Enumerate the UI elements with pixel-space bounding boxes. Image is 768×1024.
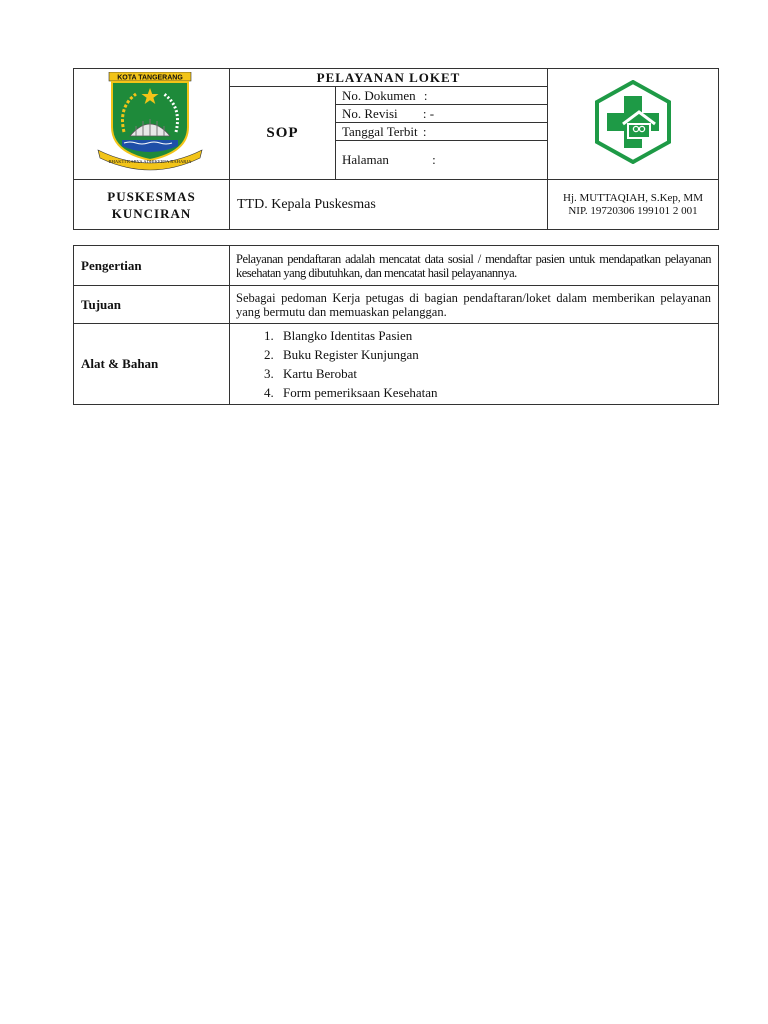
- field-no-dokumen: [336, 87, 548, 105]
- puskesmas-logo-cell: [548, 69, 719, 180]
- field-value: :: [423, 87, 428, 103]
- document-title: PELAYANAN LOKET: [230, 69, 548, 87]
- row-key-alat-bahan: Alat & Bahan: [74, 324, 230, 405]
- field-no-revisi: [336, 105, 548, 123]
- table-row: [74, 324, 719, 405]
- field-tanggal-terbit: [336, 123, 548, 141]
- signer-block: [548, 180, 719, 230]
- list-item: 3. Kartu Berobat: [277, 364, 711, 383]
- puskesmas-name: [74, 180, 230, 230]
- row-text-pengertian: Pelayanan pendaftaran adalah mencatat data sosial / mendaftar pasien untuk mendapatkan pelayanan kesehatan yang dibutuhkan, dan mencatat hasil pelayanannya.: [230, 246, 719, 286]
- list-item: 2. Buku Register Kunjungan: [277, 345, 711, 364]
- city-logo-cell: [74, 69, 230, 180]
- row-key-tujuan: Tujuan: [74, 286, 230, 324]
- field-halaman: [336, 141, 548, 180]
- city-motto: BHAKTI KARYA ADHIKERTA RAHARJA: [108, 158, 191, 164]
- puskesmas-logo: [593, 80, 673, 164]
- list-item: 4. Form pemeriksaan Kesehatan: [277, 383, 711, 402]
- field-value: :: [432, 152, 436, 167]
- sop-content-table: [73, 245, 719, 405]
- sop-label: SOP: [230, 87, 336, 180]
- puskesmas-line1: PUSKESMAS: [107, 188, 196, 204]
- field-label: No. Revisi: [342, 105, 398, 121]
- kota-tangerang-logo: [96, 72, 208, 172]
- row-key-pengertian: Pengertian: [74, 246, 230, 286]
- table-row: [74, 246, 719, 286]
- ttd-label: TTD. Kepala Puskesmas: [230, 180, 548, 230]
- sop-header-table: [73, 68, 719, 230]
- signer-name: Hj. MUTTAQIAH, S.Kep, MM: [563, 191, 703, 204]
- puskesmas-line2: KUNCIRAN: [111, 205, 192, 221]
- row-list-alat-bahan: [230, 324, 719, 405]
- alat-bahan-list: [236, 326, 711, 402]
- row-text-tujuan: Sebagai pedoman Kerja petugas di bagian pendaftaran/loket dalam memberikan pelayanan yang bermutu dan memuaskan pelanggan.: [230, 286, 719, 324]
- field-label: No. Dokumen: [342, 87, 416, 103]
- city-logo-label: KOTA TANGERANG: [116, 73, 183, 81]
- field-value: : -: [422, 105, 435, 121]
- field-label: Tanggal Terbit: [342, 123, 418, 139]
- signer-nip: NIP. 19720306 199101 2 001: [568, 204, 698, 217]
- list-item: 1. Blangko Identitas Pasien: [277, 326, 711, 345]
- field-value: :: [422, 123, 427, 139]
- table-row: [74, 286, 719, 324]
- field-label: Halaman: [342, 152, 389, 167]
